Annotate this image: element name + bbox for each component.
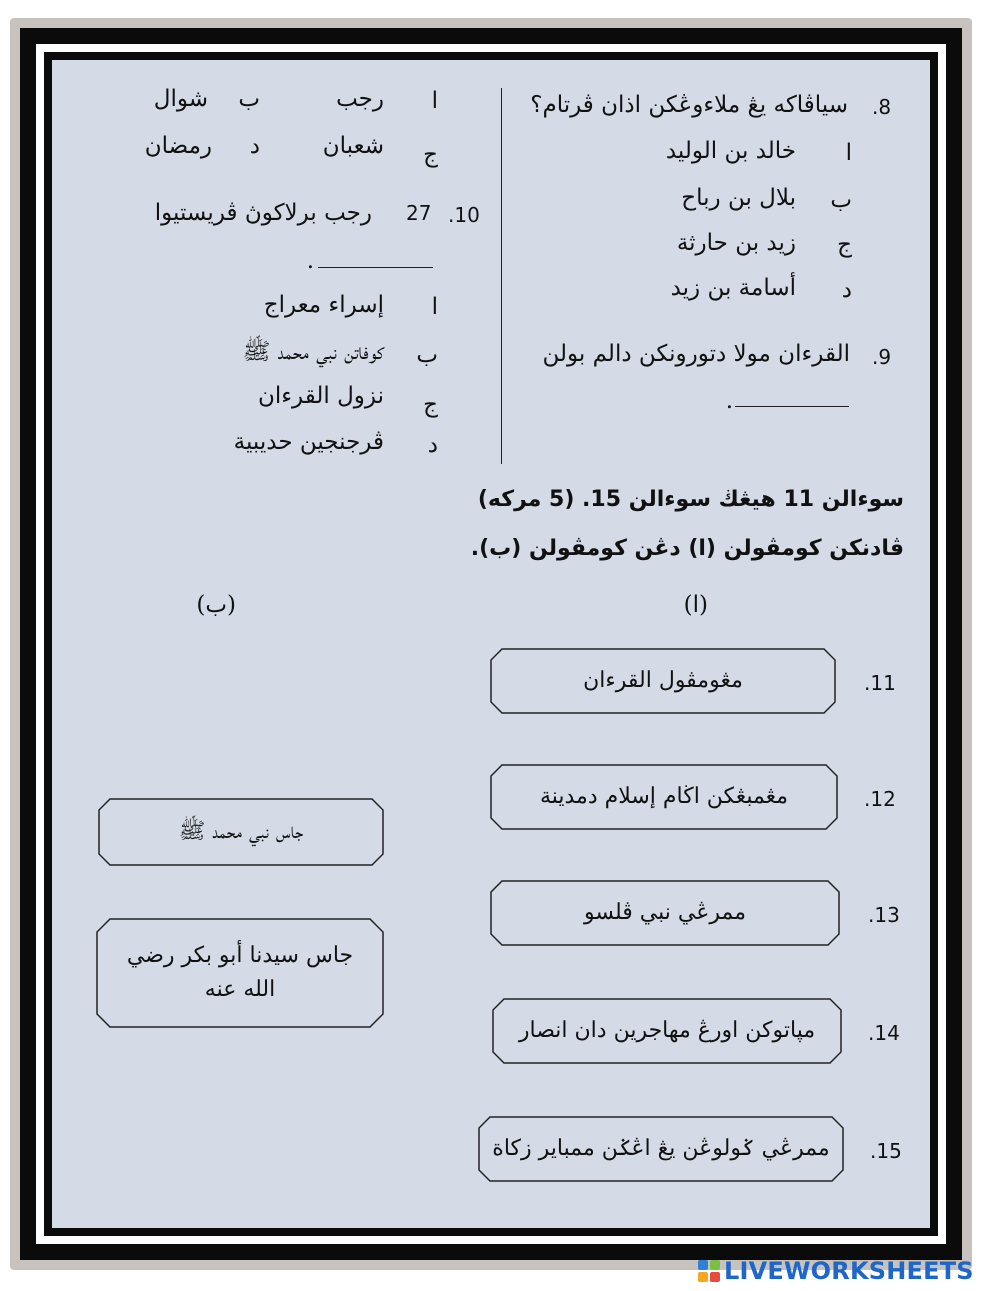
column-a-item-number: .13: [868, 903, 900, 927]
liveworksheets-logo-icon: [698, 1260, 720, 1282]
q9-option-letter: ا: [431, 88, 438, 114]
q9-option-text: شوال: [153, 86, 208, 112]
q10-option-text: كوفاتن نبي محمد ﷺ: [242, 339, 384, 365]
q8-option-text: زيد بن حارثة: [676, 230, 796, 256]
logo-text: LIVEWORKSHEETS: [724, 1257, 974, 1285]
q9-option-letter: ج: [423, 142, 438, 168]
q10-option-letter: د: [427, 432, 438, 458]
q8-option-letter: ج: [837, 232, 852, 258]
liveworksheets-logo[interactable]: [698, 1256, 974, 1286]
q8-number: .8: [872, 95, 892, 119]
q9-period: .: [725, 388, 733, 414]
q9-option-letter: ب: [238, 86, 260, 112]
column-a-item-text: مپاتوكن اورڠ مهاجرين دان انصار: [518, 1018, 816, 1043]
column-a-label: (ا): [683, 592, 708, 618]
q8-option-letter: ا: [845, 140, 852, 166]
q8-option-text: أسامة بن زيد: [670, 275, 796, 301]
section-instruction-heading: سوءالن 11 هيڠڬ سوءالن 15. (5 مركه): [477, 487, 904, 512]
q9-question: القرءان مولا دتورونكن دالم بولن: [542, 341, 850, 367]
q10-option-text: إسراء معراج: [263, 292, 384, 318]
column-a-item-number: .11: [864, 671, 896, 695]
column-a-item-13[interactable]: [490, 880, 840, 946]
column-b-item-text: جاس نبي محمد ﷺ: [178, 819, 304, 844]
q9-answer-blank[interactable]: [735, 406, 849, 407]
column-a-item-number: .12: [864, 787, 896, 811]
q10-period: .: [306, 248, 314, 274]
q8-option-text: خالد بن الوليد: [665, 138, 796, 164]
section-instruction: ڤادنكن كومڤولن (ا) دڠن كومڤولن (ب).: [470, 536, 904, 561]
column-b-item-text: جاس سيدنا أبو بكر رضي الله عنه: [126, 943, 354, 1002]
column-a-item-number: .14: [868, 1021, 900, 1045]
column-a-item-number: .15: [870, 1139, 902, 1163]
q10-number: .10: [448, 203, 480, 227]
column-b-item-2[interactable]: [96, 918, 384, 1028]
q10-question: رجب برلاكوڽ ڤريستيوا: [154, 200, 372, 226]
column-b-item-1[interactable]: [98, 798, 384, 866]
q10-option-letter: ج: [423, 392, 438, 418]
column-a-item-14[interactable]: [492, 998, 842, 1064]
column-a-item-text: مڠومڤول القرءان: [583, 668, 743, 693]
q8-option-letter: د: [841, 277, 852, 303]
q9-option-text: رمضان: [144, 133, 212, 159]
column-b-label: (ب): [196, 592, 236, 618]
q8-option-text: بلال بن رباح: [681, 185, 796, 211]
q9-option-letter: د: [249, 133, 260, 159]
column-a-item-text: ممرڠي نبي ڤلسو: [584, 900, 746, 925]
q10-option-text: ڤرجنجين حديبية: [233, 429, 384, 455]
column-a-item-11[interactable]: [490, 648, 836, 714]
q9-number: .9: [872, 345, 892, 369]
q9-option-text: شعبان: [322, 133, 384, 159]
column-divider: [501, 88, 502, 464]
q10-date: 27: [406, 201, 432, 225]
column-a-item-text: ممرڠي ݢولوڠن يڠ اڠݢن ممباير زكاة: [492, 1136, 830, 1161]
column-a-item-text: مڠمبڠكن اڬام إسلام دمدينة: [539, 784, 789, 809]
q10-option-text: نزول القرءان: [257, 383, 384, 409]
q9-option-text: رجب: [336, 86, 384, 112]
column-a-item-12[interactable]: [490, 764, 838, 830]
column-a-item-15[interactable]: [478, 1116, 844, 1182]
q10-answer-blank[interactable]: [318, 267, 433, 268]
q10-option-letter: ب: [416, 342, 438, 368]
q8-option-letter: ب: [830, 187, 852, 213]
q10-option-letter: ا: [431, 294, 438, 320]
q8-question: سياڤاكه يڠ ملاءوڠكن اذان ڤرتام؟: [530, 92, 848, 118]
